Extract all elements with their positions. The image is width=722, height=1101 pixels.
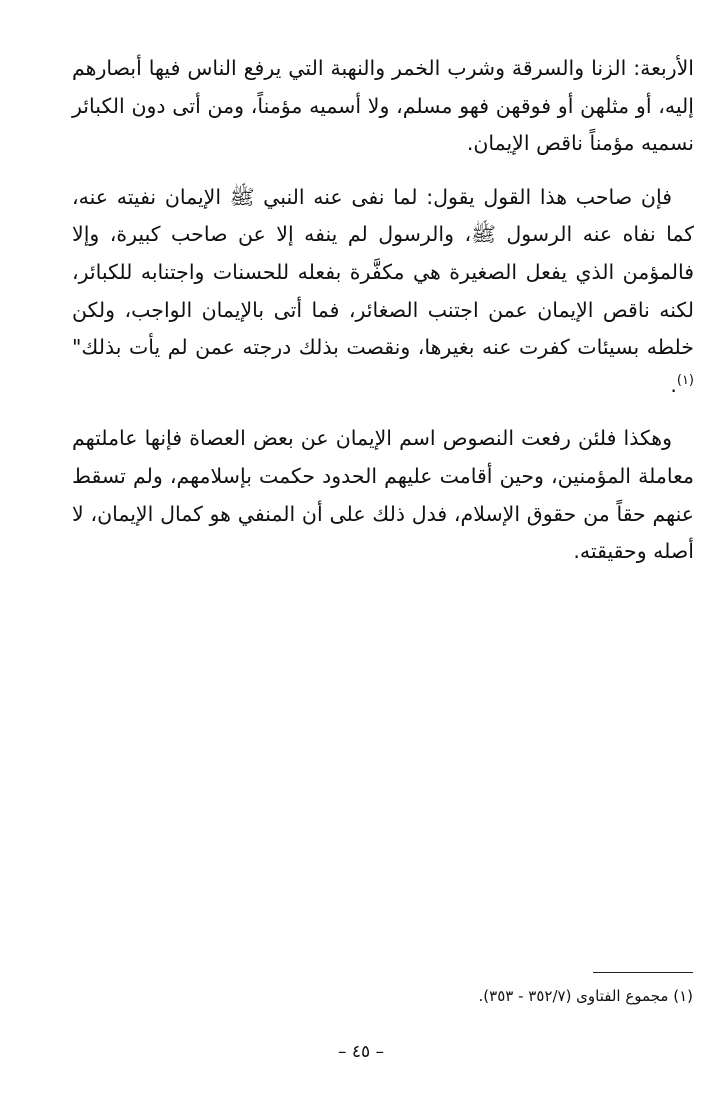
- paragraph-1-text: الأربعة: الزنا والسرقة وشرب الخمر والنهبة التي يرفع الناس فيها أبصارهم إليه، أو مثلهن أو فوقهن فهو مسلم، ولا أسميه مؤمناً، ومن أتى دون الكبائر نسميه مؤمناً ناقص الإيمان.: [72, 56, 694, 156]
- footnote-divider: [593, 972, 693, 973]
- paragraph-2-end: .: [670, 372, 677, 397]
- paragraph-1: [72, 50, 694, 163]
- footnote: (١) مجموع الفتاوى (٣٥٢/٧ - ٣٥٣).: [478, 987, 693, 1005]
- paragraph-2: [72, 179, 694, 405]
- paragraph-2-text: فإن صاحب هذا القول يقول: لما نفى عنه النبي ﷺ الإيمان نفيته عنه، كما نفاه عنه الرسول ﷺ، والرسول لم ينفه إلا عن صاحب كبيرة، وإلا فالمؤمن الذي يفعل الصغيرة هي مكفَّرة بفعله للحسنات واجتنابه للكبائر، لكنه ناقص الإيمان عمن اجتنب الصغائر، فما أتى بالإيمان الواجب، ولكن خلطه بسيئات كفرت عنه بغيرها، ونقصت بذلك درجته عمن لم يأت بذلك": [72, 184, 694, 360]
- paragraph-3: [72, 420, 694, 570]
- paragraph-3-text: وهكذا فلئن رفعت النصوص اسم الإيمان عن بعض العصاة فإنها عاملتهم معاملة المؤمنين، وحين أقامت عليهم الحدود حكمت بإسلامهم، ولم تسقط عنهم حقاً من حقوق الإسلام، فدل ذلك على أن المنفي هو كمال الإيمان، لا أصله وحقيقته.: [72, 426, 694, 564]
- main-text: [72, 50, 694, 587]
- footnote-reference: (١): [676, 372, 694, 388]
- page-number: – ٤٥ –: [337, 1042, 385, 1062]
